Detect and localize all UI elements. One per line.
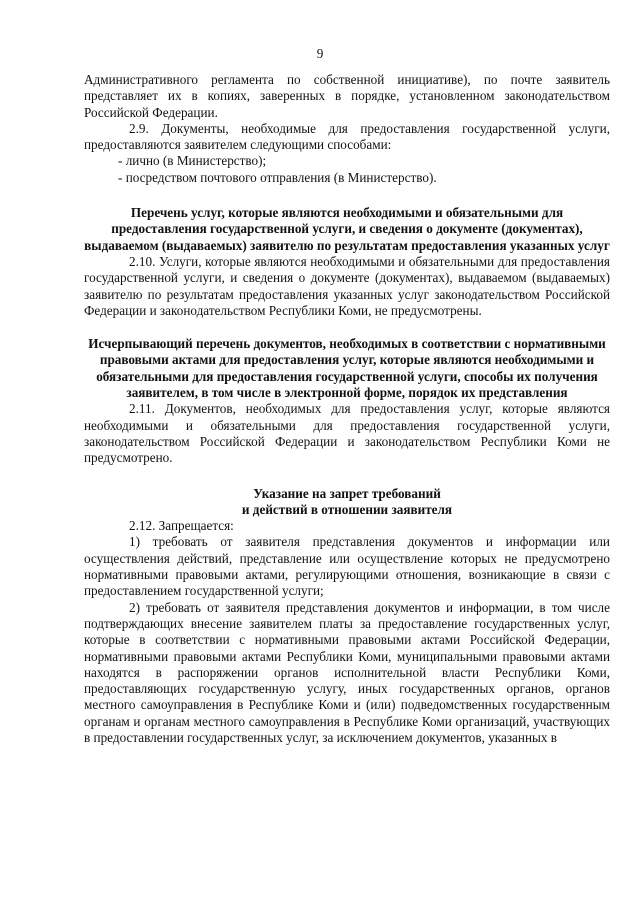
section-heading-services-list: Перечень услуг, которые являются необходимыми и обязательными для предоставления государственной услуги, и сведения о документе (документах), выдаваемом (выдаваемых) заявителю по результатам предоставления указанных услуг: [84, 205, 610, 253]
page-content: [84, 72, 610, 746]
section-heading-prohibition: [84, 486, 610, 519]
paragraph-2-12: 2.12. Запрещается:: [129, 518, 234, 534]
paragraph-continuation: Административного регламента по собственной инициативе), по почте заявитель представляет их в копиях, заверенных в порядке, установленном законодательством Российской Федерации.: [84, 72, 610, 120]
page-number: 9: [316, 46, 324, 61]
section-heading-line: Указание на запрет требований: [253, 485, 441, 501]
list-item: - посредством почтового отправления (в Министерство).: [118, 169, 437, 185]
section-heading-documents-list: Исчерпывающий перечень документов, необходимых в соответствии с нормативными правовыми актами для предоставления услуг, которые являются необходимыми и обязательными для предоставления государственной услуги, способы их получения заявителем, в том числе в электронной форме, порядок их представления: [88, 336, 606, 401]
list-item: - лично (в Министерство);: [118, 153, 267, 169]
section-heading-line: и действий в отношении заявителя: [241, 501, 453, 517]
paragraph-2-9: 2.9. Документы, необходимые для предоставления государственной услуги, предоставляются заявителем следующими способами:: [84, 120, 610, 153]
paragraph-2-12-item-1: 1) требовать от заявителя представления документов и информации или осуществления действий, представление или осуществление которых не предусмотрено нормативными правовыми актами, регулирующими отношения, возникающие в связи с предоставлением государственной услуги;: [84, 534, 610, 599]
paragraph-2-11: 2.11. Документов, необходимых для предоставления услуг, которые являются необходимыми и обязательными для предоставления государственной услуги, законодательством Российской Федерации и законодательством Республики Коми не предусмотрено.: [84, 401, 610, 466]
paragraph-2-12-item-2: 2) требовать от заявителя представления документов и информации, в том числе подтверждающих внесение заявителем платы за предоставление государственных услуг, которые в соответствии с нормативными правовыми актами Российской Федерации, нормативными правовыми актами Республики Коми, муниципальными правовыми актами находятся в распоряжении органов исполнительной власти Республики Коми, предоставляющих государственную услугу, иных государственных органов, органов местного самоуправления в Республике Коми и (или) подведомственных государственным органам и органам местного самоуправления в Республике Коми организаций, участвующих в предоставлении государственных услуг, за исключением документов, указанных в: [84, 599, 610, 745]
paragraph-2-10: 2.10. Услуги, которые являются необходимыми и обязательными для предоставления государственной услуги, и сведения о документе (документах), выдаваемом (выдаваемых) заявителю по результатам предоставления указанных услуг законодательством Российской Федерации и законодательством Республики Коми, не предусмотрены.: [84, 253, 610, 318]
